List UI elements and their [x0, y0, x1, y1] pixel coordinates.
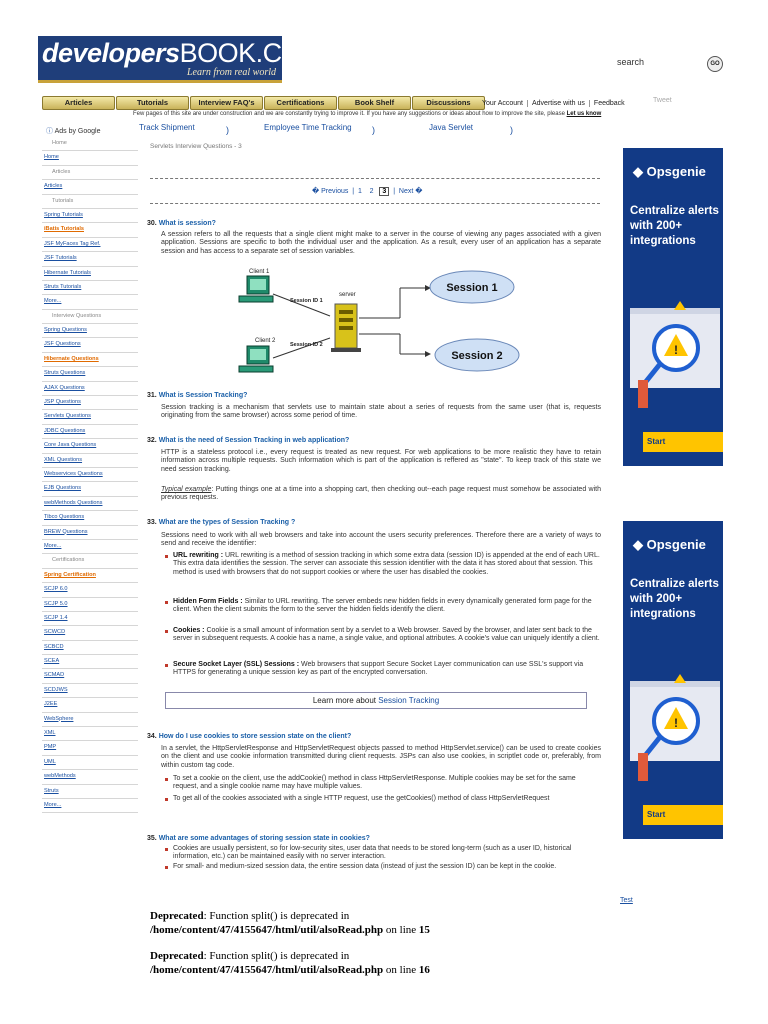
ad-divider-icon: )	[372, 125, 375, 135]
sidebar	[42, 137, 138, 813]
q-number: 35.	[147, 835, 157, 842]
sidebar-link[interactable]: PMP	[42, 741, 138, 755]
sidebar-section-heading: Certifications	[42, 554, 138, 568]
client-1-label: Client 1	[249, 269, 270, 275]
sidebar-link[interactable]: EJB Questions	[42, 482, 138, 496]
q-number: 32.	[147, 437, 157, 444]
logo-brand-b: BOOK.COM	[179, 38, 325, 68]
sidebar-link[interactable]: JSF Tutorials	[42, 252, 138, 266]
sidebar-link[interactable]: iBatis Tutorials	[42, 223, 138, 237]
warning-message: : Function split() is deprecated in	[203, 910, 350, 922]
sidebar-link[interactable]: webMethods	[42, 770, 138, 784]
link-feedback[interactable]: Feedback	[593, 100, 625, 107]
sidebar-link[interactable]: Spring Tutorials	[42, 209, 138, 223]
sidebar-link[interactable]: Tibco Questions	[42, 511, 138, 525]
pager-prev[interactable]: � Previous	[312, 188, 349, 195]
q-number: 34.	[147, 733, 157, 740]
sidebar-link[interactable]: Struts	[42, 785, 138, 799]
q-title: What are the types of Session Tracking ?	[158, 519, 296, 526]
sidebar-link[interactable]: More...	[42, 295, 138, 309]
ad-brand-text: Opsgenie	[646, 537, 706, 552]
sidebar-link[interactable]: webMethods Questions	[42, 497, 138, 511]
nav-certifications[interactable]: Certifications	[264, 96, 337, 110]
session-1-label: Session 1	[446, 282, 498, 294]
sidebar-link[interactable]: JDBC Questions	[42, 425, 138, 439]
ads-by-google-label	[46, 126, 100, 136]
nav-interview-faqs[interactable]: Interview FAQ's	[190, 96, 263, 110]
logo-brand-a: developers	[42, 38, 180, 68]
sidebar-link[interactable]: Hibernate Tutorials	[42, 267, 138, 281]
session-diagram	[235, 266, 535, 382]
pager-page-3: 3	[379, 187, 389, 196]
sidebar-link[interactable]: SCJP 5.0	[42, 598, 138, 612]
sidebar-link[interactable]: Spring Questions	[42, 324, 138, 338]
q-title: What is Session Tracking?	[158, 392, 248, 399]
question-30-body: A session refers to all the requests that a single client might make to a server in the course of viewing any pages associated with a given application. Sessions are specific to both the individual user and the application. As a result, every user of an application has a separate session and has access to a separate set of session variables.	[161, 231, 601, 255]
sidebar-section-heading: Articles	[42, 166, 138, 180]
pager-page-2[interactable]: 2	[369, 188, 374, 195]
sidebar-link[interactable]: SCEA	[42, 655, 138, 669]
question-31-title	[147, 392, 247, 399]
site-logo[interactable]	[38, 36, 325, 83]
sidebar-section-heading: Tutorials	[42, 195, 138, 209]
q-number: 31.	[147, 392, 157, 399]
q-title: How do I use cookies to store session state on the client?	[158, 733, 352, 740]
construction-text: Few pages of this site are under construction and we are constantly trying to improve it. If you have any suggestions or ideas about how to improve the site, please	[133, 111, 565, 117]
question-30-title	[147, 220, 216, 227]
warning-path: /home/content/47/4155647/html/util/alsoRead.php	[150, 964, 384, 976]
let-us-know-link[interactable]: Let us know	[566, 111, 602, 117]
warning-label: Deprecated	[150, 910, 204, 922]
q-title: What is the need of Session Tracking in web application?	[158, 437, 350, 444]
example-text: : Putting things one at a time into a shopping cart, then checking out--each page request must somehow be associated with previous requests.	[161, 486, 601, 502]
logo-tagline: Learn from real world	[187, 67, 276, 78]
question-31-body: Session tracking is a mechanism that servlets use to maintain state about a series of requests from the same user (that is, requests originating from the same browser) across some period of time.	[161, 404, 601, 420]
php-warning-1	[150, 909, 430, 937]
question-32-example	[161, 486, 601, 503]
nav-articles[interactable]: Articles	[42, 96, 115, 110]
ad-brand-text: Opsgenie	[646, 164, 706, 179]
sidebar-link[interactable]: Spring Certification	[42, 569, 138, 583]
sidebar-link[interactable]: JSP Questions	[42, 396, 138, 410]
list-item	[173, 627, 601, 644]
tweet-button[interactable]: Tweet	[653, 97, 672, 104]
list-item: To get all of the cookies associated with a single HTTP request, use the getCookies() method of class HttpServletRequest	[173, 795, 601, 803]
alert-illustration-icon	[630, 669, 720, 789]
sidebar-link[interactable]: SCJP 1.4	[42, 612, 138, 626]
ad-link-employee-time[interactable]: Employee Time Tracking	[264, 123, 352, 132]
nav-discussions[interactable]: Discussions	[412, 96, 485, 110]
ad-divider-icon: )	[510, 125, 513, 135]
sidebar-link[interactable]: More...	[42, 540, 138, 554]
ad-brand	[633, 164, 706, 180]
item-term: Cookies :	[173, 627, 205, 634]
info-icon: ⓘ	[46, 128, 53, 135]
test-link[interactable]: Test	[620, 897, 633, 904]
ad-link-track-shipment[interactable]: Track Shipment	[139, 123, 195, 132]
nav-book-shelf[interactable]: Book Shelf	[338, 96, 411, 110]
session-2-label: Session 2	[451, 350, 503, 362]
opsgenie-logo-icon: ◆	[633, 164, 643, 179]
ad-start-button[interactable]: Start	[643, 432, 723, 452]
warning-path: /home/content/47/4155647/html/util/alsoRead.php	[150, 924, 384, 936]
ad-headline: Centralize alerts with 200+ integrations	[630, 205, 719, 247]
session-id-2-label: Session ID 2	[290, 342, 323, 348]
sidebar-link[interactable]: SCMAD	[42, 669, 138, 683]
sidebar-link[interactable]: AJAX Questions	[42, 382, 138, 396]
list-item: For small- and medium-sized session data, the entire session data (instead of just the session ID) can be kept in the cookie.	[173, 863, 601, 871]
opsgenie-logo-icon: ◆	[633, 537, 643, 552]
item-text: URL rewriting is a method of session tracking in which some extra data (session ID) is appended at the end of each URL. This extra data identifies the session. The server can associate this session identifier with the data it has stored about that session. This method is used with browsers that do not support cookies or where the user has disabled the cookies.	[173, 552, 600, 576]
question-34-title	[147, 733, 351, 740]
link-advertise[interactable]: Advertise with us	[528, 100, 590, 107]
q-title: What are some advantages of storing session state in cookies?	[158, 835, 370, 842]
main-nav	[42, 96, 485, 109]
question-33-body: Sessions need to work with all web browsers and take into account the users security preferences. Therefore there are a variety of ways to send and receive the identifier:	[161, 532, 601, 548]
opsgenie-ad[interactable]	[623, 521, 723, 839]
connector	[273, 338, 330, 358]
ad-start-button[interactable]: Start	[643, 805, 723, 825]
question-32-title	[147, 437, 349, 444]
opsgenie-ad[interactable]	[623, 148, 723, 466]
sidebar-link[interactable]: Servlets Questions	[42, 410, 138, 424]
sidebar-link[interactable]: BREW Questions	[42, 526, 138, 540]
ad-link-java-servlet[interactable]: Java Servlet	[429, 123, 474, 132]
learn-more-box	[165, 692, 587, 709]
item-term: Hidden Form Fields :	[173, 598, 243, 605]
list-item	[173, 552, 601, 577]
example-label: Typical example	[161, 486, 212, 493]
list-item: Cookies are usually persistent, so for low-security sites, user data that needs to be stored long-term (such as a user ID, historical information, etc.) can be maintained easily with no server interaction.	[173, 845, 601, 862]
sidebar-link[interactable]: SCWCD	[42, 626, 138, 640]
list-item	[173, 661, 601, 678]
breadcrumb: Servlets Interview Questions - 3	[150, 143, 242, 150]
session-diagram-svg	[235, 266, 535, 382]
sidebar-link[interactable]: Webservices Questions	[42, 468, 138, 482]
q-title: What is session?	[158, 220, 216, 227]
sidebar-link[interactable]: SCBCD	[42, 641, 138, 655]
sidebar-section-heading: Interview Questions	[42, 310, 138, 324]
sidebar-link[interactable]: UML	[42, 756, 138, 770]
sidebar-link[interactable]: XML	[42, 727, 138, 741]
warning-on: on line	[383, 924, 419, 936]
list-item	[173, 598, 601, 615]
warning-line: 15	[418, 924, 430, 936]
sidebar-link[interactable]: WebSphere	[42, 713, 138, 727]
search-label: search	[617, 57, 645, 67]
computer-icon-client-2	[239, 346, 273, 372]
php-warning-2	[150, 949, 430, 977]
sidebar-link[interactable]: SCDJWS	[42, 684, 138, 698]
server-icon	[331, 304, 361, 352]
sidebar-link[interactable]: J2EE	[42, 698, 138, 712]
server-label: server	[339, 292, 356, 298]
alert-illustration-svg	[630, 669, 720, 789]
sidebar-link[interactable]: JSF MyFaces Tag Ref.	[42, 238, 138, 252]
sidebar-link[interactable]: Home	[42, 151, 138, 165]
divider	[150, 178, 600, 179]
sidebar-link[interactable]: Struts Tutorials	[42, 281, 138, 295]
item-text: Similar to URL rewriting. The server embeds new hidden fields in every dynamically generated form page for the client. When the client submits the form to the server the hidden fields identify the client.	[173, 598, 592, 614]
pager-next[interactable]: Next �	[398, 188, 423, 195]
question-35-title	[147, 835, 370, 842]
ads-label-text: Ads by Google	[54, 128, 101, 135]
top-links	[478, 100, 629, 107]
nav-tutorials[interactable]: Tutorials	[116, 96, 189, 110]
q-number: 33.	[147, 519, 157, 526]
warning-line: 16	[418, 964, 430, 976]
question-32-body: HTTP is a stateless protocol i.e., every request is treated as new request. For web applications to be more realistic they have to retain information across multiple requests. Such information which is part of the application is reffered as "state". To keep track of this state we need session tracking.	[161, 449, 601, 473]
list-item: To set a cookie on the client, use the addCookie() method in class HttpServletResponse. Multiple cookies may be set for the same request, and a single cookie name may have multiple values.	[173, 775, 601, 792]
construction-notice	[133, 111, 601, 117]
pager-page-1[interactable]: 1	[357, 188, 362, 195]
sidebar-link[interactable]: Core Java Questions	[42, 439, 138, 453]
ad-divider-icon: )	[226, 125, 229, 135]
warning-label: Deprecated	[150, 950, 204, 962]
ad-brand	[633, 537, 706, 553]
question-34-body: In a servlet, the HttpServletResponse and HttpServletRequest objects passed to method HttpServlet.service() can be used to create cookies on the client and use cookie information transmitted during client requests. JSPs can also use cookies, in scriptlet code or, preferably, from within custom tag code.	[161, 745, 601, 769]
svg-text:!: !	[674, 343, 678, 357]
sidebar-section-heading: Home	[42, 137, 138, 151]
warning-message: : Function split() is deprecated in	[203, 950, 350, 962]
divider	[150, 203, 600, 204]
link-your-account[interactable]: Your Account	[478, 100, 528, 107]
learn-more-prefix: Learn more about	[312, 696, 379, 705]
session-tracking-link[interactable]: Session Tracking	[378, 696, 440, 705]
question-33-title	[147, 519, 295, 526]
warning-on: on line	[383, 964, 419, 976]
pager: � Previous | 1 2 3 | Next �	[312, 188, 423, 195]
alert-illustration-svg	[630, 296, 720, 416]
item-text: Cookie is a small amount of information sent by a servlet to a Web browser. Saved by the browser, and later sent back to the server in subsequent requests. A cookie has a name, a single value, and optional attributes. A cookie's value can uniquely identify a client.	[173, 627, 600, 643]
session-id-1-label: Session ID 1	[290, 298, 323, 304]
item-term: Secure Socket Layer (SSL) Sessions :	[173, 661, 300, 668]
q-number: 30.	[147, 220, 157, 227]
ad-headline: Centralize alerts with 200+ integrations	[630, 578, 719, 620]
client-2-label: Client 2	[255, 338, 276, 344]
sidebar-link[interactable]: JSF Questions	[42, 338, 138, 352]
item-text: Web browsers that support Secure Socket Layer communication can use SSL's support via HTTPS for generating a unique session key as part of the encrypted conversation.	[173, 661, 584, 677]
search-go-button[interactable]: GO	[707, 56, 723, 72]
sidebar-link[interactable]: SCJP 6.0	[42, 583, 138, 597]
arrow-head-icon	[425, 351, 431, 357]
alert-illustration-icon	[630, 296, 720, 416]
sidebar-link[interactable]: More...	[42, 799, 138, 813]
sidebar-link[interactable]: Articles	[42, 180, 138, 194]
computer-icon-client-1	[239, 276, 273, 302]
sidebar-link[interactable]: Hibernate Questions	[42, 353, 138, 367]
item-term: URL rewriting :	[173, 552, 224, 559]
sidebar-link[interactable]: Struts Questions	[42, 367, 138, 381]
svg-text:!: !	[674, 716, 678, 730]
sidebar-link[interactable]: XML Questions	[42, 454, 138, 468]
